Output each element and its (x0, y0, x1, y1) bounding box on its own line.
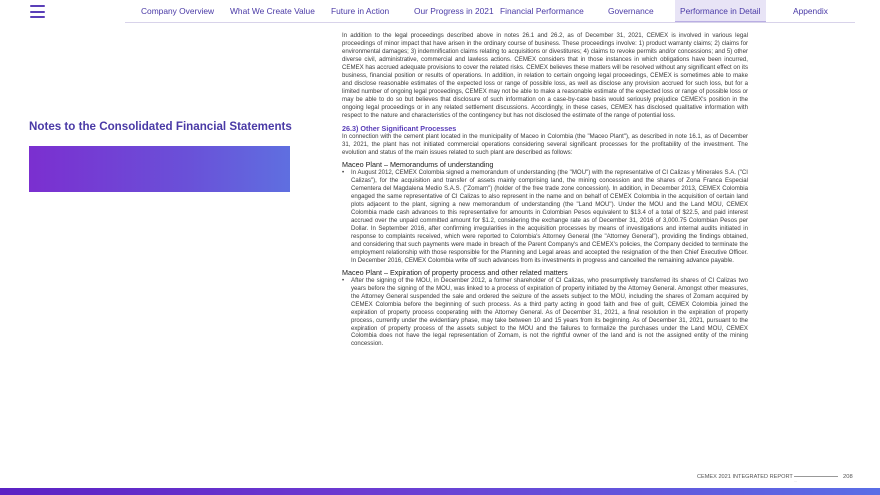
section-banner (29, 146, 290, 192)
bullet-icon: • (342, 276, 345, 284)
nav-appendix[interactable]: Appendix (793, 6, 828, 16)
bullet-text: In August 2012, CEMEX Colombia signed a memorandum of understanding (the "MOU") with the representative of CI Calizas y Minerales S.A. ("CI Calizas"), for the acquisition and transfer of assets mainly comprising land, the mining concession and the shares of Zona Franca Especial Cementera del Magdalena Medio S.A.S. ("Zomam") (holder of the free trade zone concession). In addition, in December 2013, CEMEX Colombia engaged the same representative of CI Calizas to also represent in the name and on behalf of CEMEX Colombia in the acquisition of certain land plots adjacent to the plant, signing a new memorandum of understanding (the "Land MOU"). Under the MOU and the Land MOU, CEMEX Colombia made cash advances to this representative for amounts in Colombian Pesos equivalent to $13.4 of a total of $22.5, and paid interest accrued over the unpaid committed amount for $1.2, considering the exchange rate as of December 31, 2016 of 3,000.75 Colombian Pesos per Dollar. In September 2016, after confirming irregularities in the acquisition processes by means of investigations and internal audits initiated in response to complaints received, which were reported to Colombia's Attorney General (the "Attorney General"), providing the findings obtained, and considering that such payments were made in breach of the Parent Company's and CEMEX's policies, the Company decided to terminate the employment relationship with those responsible for the Planning and Legal areas and accepted the resignation of the then Chief Executive Officer. In December 2016, CEMEX Colombia write off such advances from its investments in progress and cancelled the remaining advance payable. (351, 169, 748, 264)
nav-what-we-create-value[interactable]: What We Create Value (230, 6, 315, 16)
section-intro-paragraph: In connection with the cement plant located in the municipality of Maceo in Colombia (the "Maceo Plant"), as described in note 16.1, as of December 31, 2021, the plant has not initiated commercial operations considering several significant processes for the profitability of the investment. The evolution and status of the main issues related to such plant are described as follows: (342, 133, 748, 157)
footer-report-label: CEMEX 2021 INTEGRATED REPORT (697, 474, 793, 480)
nav-our-progress-2021[interactable]: Our Progress in 2021 (414, 6, 494, 16)
bottom-gradient-bar (0, 488, 880, 495)
nav-governance[interactable]: Governance (608, 6, 654, 16)
footer-divider (794, 476, 838, 477)
menu-icon[interactable] (30, 5, 45, 18)
intro-paragraph: In addition to the legal proceedings described above in notes 26.1 and 26.2, as of December 31, 2021, CEMEX is involved in various legal proceedings of minor impact that have arisen in the ordinary course of business. These proceedings involve: 1) product warranty claims; 2) claims for environmental damages; 3) indemnification claims relating to acquisitions or divestitures; 4) claims to revoke permits and/or concessions; and 5) other diverse civil, administrative, commercial and lawless actions. CEMEX considers that in those instances in which obligations have been incurred, CEMEX has accrued adequate provisions to cover the related risks. CEMEX believes these matters will be resolved without any significant effect on its business, financial position or results of operations. In addition, in relation to certain ongoing legal proceedings, CEMEX is sometimes able to make and disclose reasonable estimates of the expected loss or range of possible loss, as well as disclose any provision accrued for such loss, but for a limited number of ongoing legal proceedings, CEMEX may not be able to make a reasonable estimate of the expected loss or range of possible loss or may be able to do so but believes that disclosure of such information on a case-by-case basis would seriously prejudice CEMEX's position in the ongoing legal proceedings or in any related settlement discussions. Accordingly, in these cases, CEMEX has disclosed qualitative information with respect to the nature and characteristics of the contingency but has not disclosed the estimate of the range of potential loss. (342, 32, 748, 119)
nav-performance-in-detail[interactable]: Performance in Detail (675, 0, 766, 22)
bullet-text: After the signing of the MOU, in December 2012, a former shareholder of CI Calizas, who presumptively transferred its shares of CI Calizas two years before the signing of the MOU, was linked to a process of expiration of property initiated by the Attorney General. Amongst other measures, the Attorney General suspended the sale and ordered the seizure of the assets subject to the MOU, including the shares of Zomam acquired by CEMEX Colombia before the beginning of such process. As a third party acting in good faith and free of guilt, CEMEX Colombia joined the expiration of property process cooperating with the Attorney General. As of December 31, 2021, a final resolution in the expiration of property process, currently under the evidentiary phase, may take between 10 and 15 years from its beginning. As of December 31, 2021, pursuant to the expiration of property process of the assets subject to the MOU and the failures to formalize the purchases under the Land MOU, CEMEX Colombia does not have the legal representation of Zomam, is not the rightful owner of the land and is not the assigned entity of the mining concession. (351, 276, 748, 348)
footer-sub-label: ... (794, 479, 797, 483)
top-navigation (125, 0, 855, 23)
section-heading: 26.3) Other Significant Processes (342, 124, 457, 134)
nav-company-overview[interactable]: Company Overview (141, 6, 215, 16)
main-content (342, 32, 748, 348)
list-item (342, 277, 748, 349)
subheading-expiration: Maceo Plant – Expiration of property process and other related matters (342, 267, 568, 277)
section-title: Notes to the Consolidated Financial Statements (29, 120, 292, 133)
page-number: 208 (843, 474, 853, 480)
nav-future-in-action[interactable]: Future in Action (331, 6, 390, 16)
bullet-icon: • (342, 169, 345, 177)
list-item (342, 169, 748, 264)
nav-financial-performance[interactable]: Financial Performance (500, 6, 584, 16)
subheading-memorandums: Maceo Plant – Memorandums of understanding (342, 160, 494, 170)
